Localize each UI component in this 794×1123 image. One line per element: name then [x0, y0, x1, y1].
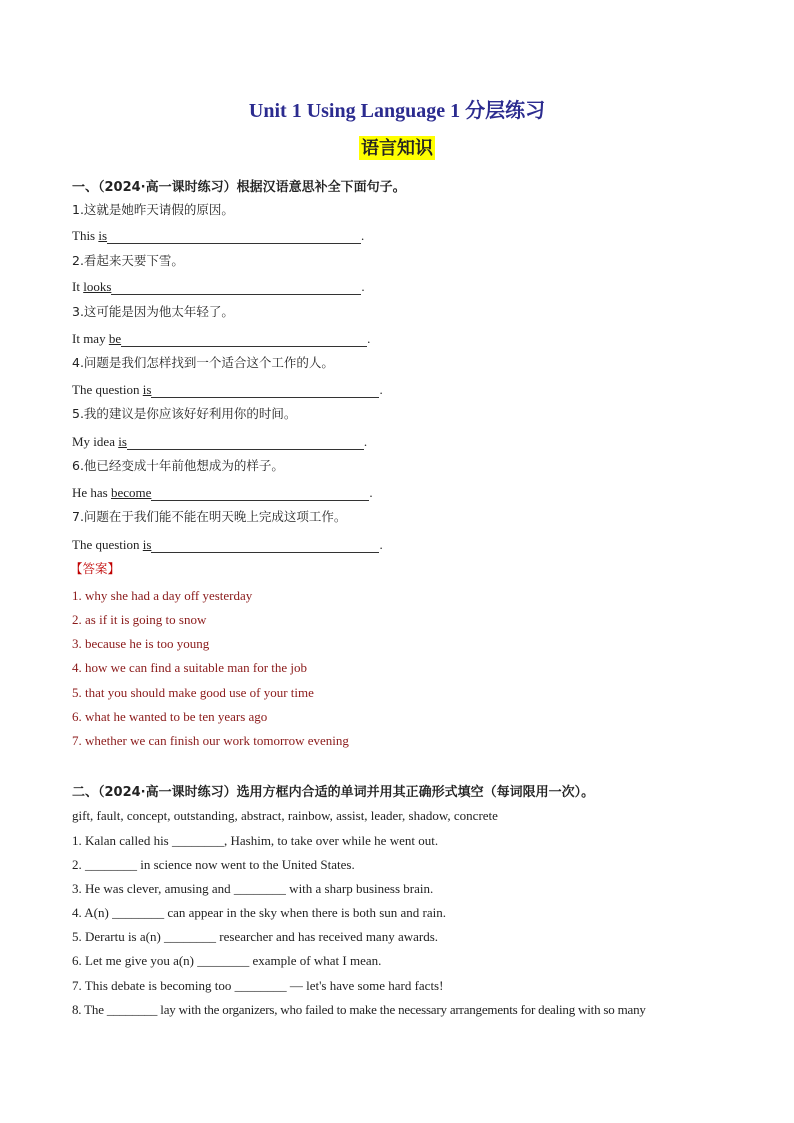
fill-item-7: 7. This debate is becoming too ________ — let's have some hard facts! — [72, 978, 444, 993]
fill-item-8: 8. The ________ lay with the organizers, who failed to make the necessary arrangements for dealing with so many — [72, 1002, 646, 1017]
question-1-chinese: 1.这就是她昨天请假的原因。 — [72, 202, 234, 217]
prefix: It — [72, 279, 80, 294]
answer-blank[interactable] — [151, 383, 379, 398]
word-list: gift, fault, concept, outstanding, abstract, rainbow, assist, leader, shadow, concrete — [72, 808, 498, 823]
period: . — [367, 331, 371, 346]
answer-5: 5. that you should make good use of your time — [72, 685, 314, 700]
prefix: It may — [72, 331, 106, 346]
answer-7: 7. whether we can finish our work tomorrow evening — [72, 733, 349, 748]
answer-blank[interactable] — [121, 332, 367, 347]
answer-3: 3. because he is too young — [72, 636, 210, 651]
question-4-english — [72, 382, 383, 398]
part1-heading: 一、（2024·高一课时练习）根据汉语意思补全下面句子。 — [72, 180, 406, 195]
underlined-word: become — [111, 485, 152, 500]
question-3-english — [72, 331, 370, 347]
period: . — [363, 434, 368, 449]
answer-label: 【答案】 — [70, 561, 121, 576]
question-5-english — [72, 434, 367, 450]
answer-4: 4. how we can find a suitable man for the job — [72, 660, 308, 675]
underlined-word: be — [108, 331, 122, 346]
fill-item-3: 3. He was clever, amusing and ________ with a sharp business brain. — [72, 881, 434, 896]
answer-blank[interactable] — [111, 280, 361, 295]
question-3-chinese: 3.这可能是因为他太年轻了。 — [72, 304, 234, 319]
answer-blank[interactable] — [107, 229, 361, 244]
question-7-chinese: 7.问题在于我们能不能在明天晚上完成这项工作。 — [72, 509, 347, 524]
period: . — [379, 537, 383, 552]
answer-blank[interactable] — [127, 435, 364, 450]
prefix: The question — [72, 537, 140, 552]
underlined-word: looks — [83, 279, 112, 294]
section-label-wrap — [0, 136, 794, 160]
question-2-english — [72, 279, 365, 295]
answer-6: 6. what he wanted to be ten years ago — [72, 709, 268, 724]
question-2-chinese: 2.看起来天要下雪。 — [72, 253, 184, 268]
page-title: Unit 1 Using Language 1 分层练习 — [248, 100, 546, 122]
section-label: 语言知识 — [361, 138, 433, 158]
question-6-english — [72, 485, 373, 501]
answer-2: 2. as if it is going to snow — [72, 612, 207, 627]
period: . — [369, 485, 373, 500]
prefix: The question — [72, 382, 140, 397]
fill-item-6: 6. Let me give you a(n) ________ example of what I mean. — [72, 953, 382, 968]
fill-item-5: 5. Derartu is a(n) ________ researcher and has received many awards. — [72, 929, 439, 944]
answer-blank[interactable] — [151, 538, 379, 553]
underlined-word: is — [98, 228, 108, 243]
question-5-chinese: 5.我的建议是你应该好好利用你的时间。 — [72, 406, 297, 421]
underlined-word: is — [118, 434, 127, 449]
fill-item-4: 4. A(n) ________ can appear in the sky when there is both sun and rain. — [72, 905, 447, 920]
prefix: My idea — [72, 434, 115, 449]
period: . — [379, 382, 383, 397]
period: . — [361, 279, 365, 294]
prefix: This — [72, 228, 96, 243]
underlined-word: is — [142, 537, 152, 552]
question-7-english — [72, 537, 383, 553]
underlined-word: is — [142, 382, 152, 397]
answer-blank[interactable] — [151, 486, 369, 501]
question-1-english — [72, 228, 364, 244]
question-4-chinese: 4.问题是我们怎样找到一个适合这个工作的人。 — [72, 355, 334, 370]
prefix: He has — [72, 485, 108, 500]
part2-heading: 二、（2024·高一课时练习）选用方框内合适的单词并用其正确形式填空（每词限用一次）。 — [72, 785, 595, 800]
fill-item-1: 1. Kalan called his ________, Hashim, to take over while he went out. — [72, 833, 439, 848]
question-6-chinese: 6.他已经变成十年前他想成为的样子。 — [72, 458, 284, 473]
fill-item-2: 2. ________ in science now went to the United States. — [72, 857, 355, 872]
period: . — [361, 228, 365, 243]
answer-1: 1. why she had a day off yesterday — [72, 588, 253, 603]
